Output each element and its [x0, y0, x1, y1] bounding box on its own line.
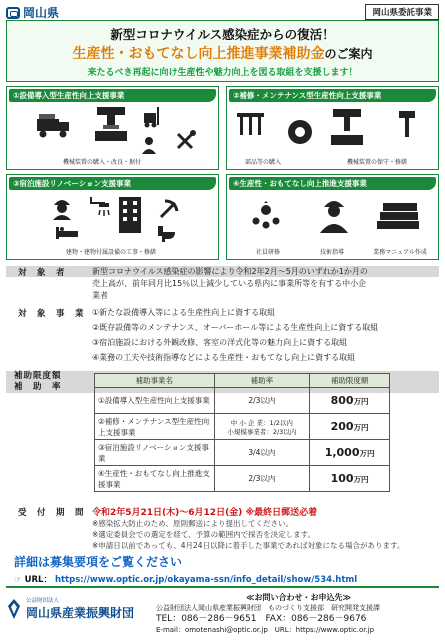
- projects-label: 対 象 事 業: [18, 309, 85, 319]
- panel-caption: 部品等の購入: [244, 159, 281, 166]
- title-line-1: 新型コロナウイルス感染症からの復活！: [110, 27, 335, 42]
- url-line: [14, 573, 444, 585]
- foundation-type: 公益財団法人: [26, 598, 60, 604]
- project-item: ③宿泊施設における外観改修、客室の洋式化等の魅力向上に資する取組: [92, 338, 348, 347]
- projects-list: [92, 307, 442, 367]
- training-group-icon: [251, 201, 281, 231]
- manual-books-icon: [375, 197, 421, 233]
- panel-hospitality: [226, 174, 439, 260]
- period-date-range: 令和2年5月21日(木)～6月12日(金): [92, 508, 243, 518]
- rate-cell: 2/3以内: [214, 466, 310, 492]
- title-box: [6, 20, 439, 82]
- commission-badge: 岡山県委託事業: [365, 4, 439, 20]
- period-note: ※選定委員会での選定を経て、予算の範囲内で採否を決定します。: [92, 530, 316, 539]
- instructor-icon: [315, 195, 353, 235]
- drill-press-icon: [327, 107, 367, 147]
- bolts-icon: [237, 111, 271, 141]
- url-label: URL：: [24, 575, 52, 585]
- period-note: ※申請日以前であっても、4月24日以降に着手した事業であれば対象になる場合があります。: [92, 541, 405, 550]
- contact-info: [156, 592, 441, 636]
- shower-icon: [87, 195, 111, 223]
- project-name-cell: ④生産性・おもてなし向上推進支援事業: [95, 466, 215, 492]
- amount-cell: [310, 466, 390, 492]
- toilet-icon: [157, 225, 177, 243]
- prefecture-logo: [6, 4, 59, 21]
- hammer-icon: [395, 109, 419, 139]
- table-row: [95, 440, 390, 466]
- amount-value: 100: [330, 472, 354, 485]
- foundation-name-block: [26, 596, 134, 621]
- pointing-hand-icon: ☞: [14, 575, 25, 585]
- prefecture-name: 岡山県: [23, 6, 60, 20]
- building-icon: [117, 195, 143, 235]
- bed-icon: [55, 225, 79, 241]
- rate-cell: 3/4以内: [214, 440, 310, 466]
- amount-unit: 万円: [359, 449, 375, 458]
- period-dates: [92, 505, 317, 518]
- tools-icon: [175, 129, 197, 151]
- period-label: 受 付 期 間: [18, 508, 85, 518]
- contact-email-url[interactable]: E-mail：omotenashi@optic.or.jp URL：https://www.optic.or.jp: [156, 626, 375, 634]
- panel-title: ③宿泊施設リノベーション支援事業: [9, 177, 216, 190]
- amount-unit: 万円: [353, 475, 369, 484]
- table-header-row: [95, 374, 390, 388]
- amount-value: 1,000: [324, 446, 360, 459]
- period-deadline-note: ※最終日郵送必着: [245, 508, 318, 518]
- title-suffix: のご案内: [324, 47, 373, 61]
- target-text: [92, 266, 442, 302]
- amount-cell: [310, 440, 390, 466]
- target-text-line: 新型コロナウイルス感染症の影響により令和2年2月～5月のいずれか1か月の: [92, 267, 368, 276]
- title-line-2: [7, 43, 438, 63]
- panel-caption: 建物・建物付属設備の工事・修繕: [65, 249, 156, 256]
- amount-value: 200: [330, 420, 354, 433]
- worker-icon: [139, 135, 159, 155]
- subsidy-table: [94, 373, 390, 492]
- table-row: [95, 388, 390, 414]
- subsidy-name: 生産性・おもてなし向上推進事業補助金: [72, 46, 325, 62]
- project-item: ④業務の工夫や技術指導などによる生産性・おもてなし向上に資する取組: [92, 353, 356, 362]
- subsidy-label: [14, 371, 62, 393]
- title-line-3: 来たるべき再起に向け生産性や魅力向上を図る取組を支援します！: [87, 68, 358, 78]
- panel-caption: 業務マニュアル作成: [373, 249, 427, 256]
- project-name-cell: ③宿泊施設リノベーション支援事業: [95, 440, 215, 466]
- panel-title: ①設備導入型生産性向上支援事業: [9, 89, 216, 102]
- period-notes: [92, 518, 442, 551]
- panel-caption: 機械装置の保守・修繕: [346, 159, 407, 166]
- project-name-cell: ②補修・メンテナンス型生産性向上支援事業: [95, 414, 215, 440]
- rate-sme: 中 小 企 業：1/2以内: [230, 418, 293, 427]
- rate-small-business: 小規模事業者：2/3以内: [227, 427, 297, 436]
- forklift-icon: [141, 105, 165, 129]
- amount-unit: 万円: [353, 397, 369, 406]
- foundation-name: 岡山県産業振興財団: [26, 606, 135, 620]
- amount-cell: [310, 414, 390, 440]
- contact-organization: 公益財団法人岡山県産業振興財団 ものづくり支援部 研究開発支援課: [156, 604, 380, 612]
- details-url-link[interactable]: https://www.optic.or.jp/okayama-ssn/info_detail/show/534.html: [54, 575, 358, 585]
- panel-title: ②補修・メンテナンス型生産性向上支援事業: [229, 89, 436, 102]
- amount-cell: [310, 388, 390, 414]
- details-heading: 詳細は募集要項をご覧ください: [14, 555, 183, 569]
- target-text-line: 売上高が、前年同月比15％以上減少している県内に事業所等を有する中小企: [92, 279, 367, 288]
- panel-caption: 技術指導: [319, 249, 344, 256]
- table-header: 補助率: [214, 374, 310, 388]
- foundation-emblem-icon: [6, 598, 22, 620]
- table-row: [95, 414, 390, 440]
- panel-title: ④生産性・おもてなし向上推進支援事業: [229, 177, 436, 190]
- subsidy-rate-label: 補 助 率: [14, 382, 62, 392]
- contact-phone-fax: TEL：086－286－9651 FAX：086－286－9676: [156, 614, 367, 624]
- table-header: 補助事業名: [95, 374, 215, 388]
- foundation-logo: [6, 596, 134, 621]
- panel-maintenance: [226, 86, 439, 170]
- panel-renovation: [6, 174, 219, 260]
- project-name-cell: ①設備導入型生産性向上支援事業: [95, 388, 215, 414]
- table-row: [95, 466, 390, 492]
- panel-caption: 機械装置の購入・改良・据付: [62, 159, 141, 166]
- panel-equipment: [6, 86, 219, 170]
- prefecture-emblem-icon: [6, 7, 20, 19]
- construction-worker-icon: [49, 195, 75, 221]
- contact-heading: ≪お問い合わせ・お申込先≫: [246, 593, 351, 602]
- period-note: ※感染拡大防止のため、原則郵送により提出してください。: [92, 519, 293, 528]
- table-header: 補助限度額: [310, 374, 390, 388]
- project-item: ②既存設備等のメンテナンス、オーバーホール等による生産性向上に資する取組: [92, 323, 379, 332]
- panel-caption: 社員研修: [255, 249, 280, 256]
- truck-icon: [35, 109, 73, 139]
- rate-cell: 2/3以内: [214, 388, 310, 414]
- amount-unit: 万円: [353, 423, 369, 432]
- machine-icon: [91, 105, 131, 143]
- amount-value: 800: [330, 394, 354, 407]
- footer-divider: [6, 586, 439, 588]
- gear-icon: [285, 117, 315, 147]
- subsidy-limit-label: 補助限度額: [14, 371, 62, 381]
- rate-cell: [214, 414, 310, 440]
- pickaxe-icon: [157, 197, 181, 221]
- target-text-line: 業者: [92, 291, 108, 300]
- target-label: 対 象 者: [18, 268, 66, 278]
- project-item: ①新たな設備導入等による生産性向上に資する取組: [92, 308, 276, 317]
